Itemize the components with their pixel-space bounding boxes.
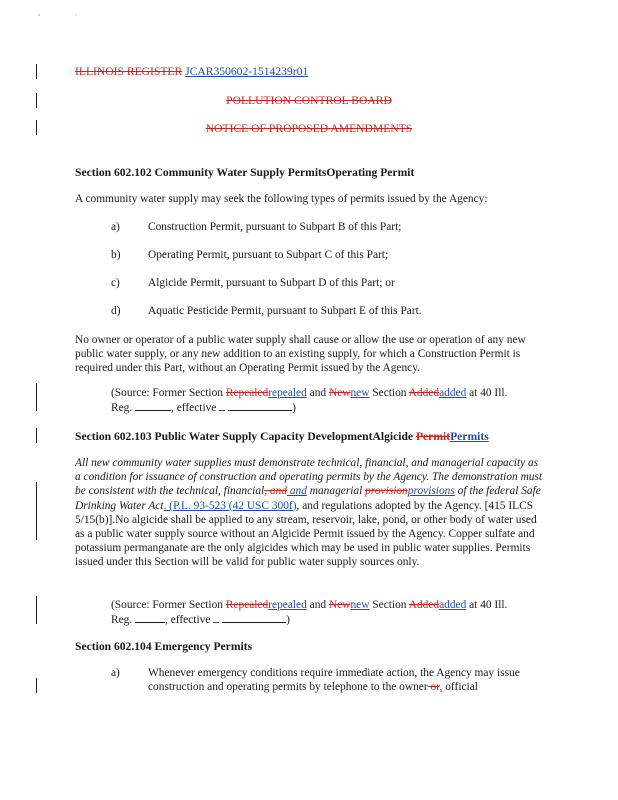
source-suffix: at 40 Ill.	[466, 387, 508, 399]
effective-blank-inserted	[213, 612, 219, 623]
source-section: Section	[369, 387, 409, 399]
body-text: No algicide shall be applied to any stream, reservoir, lake, pond, or other body of water used as a public water supply source without an Algicide Permit issued by the Agency. Copper sulfate and potassium permanganate are the only algicides which may be used in public water supplies. Permits issued under this Section will be valid for public water supply sources only.	[75, 513, 537, 569]
list-item-label: b)	[111, 249, 121, 261]
source-and: and	[306, 599, 329, 611]
list-item-label: c)	[111, 277, 120, 289]
section-602-103-heading	[75, 430, 489, 443]
section-602-103-body	[75, 456, 545, 570]
source-note-602-102	[111, 386, 551, 415]
body-text: , and regulations adopted by the Agency.	[296, 499, 482, 512]
deleted-text: New	[328, 599, 351, 611]
list-item-text: Operating Permit, pursuant to Subpart C of this Part;	[148, 249, 389, 261]
source-close: )	[292, 402, 296, 415]
body-text: official	[442, 681, 478, 694]
reg-blank	[135, 400, 171, 411]
body-text: Whenever emergency conditions require immediate action, the Agency may issue construction and operating permits by telephone to the owner	[148, 667, 520, 694]
deleted-text: provision	[365, 485, 408, 498]
deleted-text: Added	[408, 599, 440, 611]
list-item-label: a)	[111, 667, 120, 679]
deleted-text: or	[427, 681, 440, 694]
list-item-label: a)	[111, 221, 120, 233]
statute-text: managerial	[306, 485, 363, 498]
register-deleted: ILLINOIS REGISTER	[75, 65, 183, 78]
section-602-102-heading: Section 602.102 Community Water Supply PermitsOperating Permit	[75, 166, 415, 179]
effective-blank-inserted	[219, 400, 225, 411]
inserted-text: added	[439, 599, 467, 611]
effective-blank	[222, 612, 286, 623]
inserted-text: ,	[439, 681, 443, 694]
source-reg: Reg.	[111, 402, 136, 415]
board-deleted: POLLUTION CONTROL BOARD	[226, 94, 392, 107]
list-item-text	[148, 666, 543, 694]
list-item-text: Construction Permit, pursuant to Subpart B of this Part;	[148, 221, 402, 233]
inserted-text: repealed	[268, 387, 307, 399]
source-suffix: at 40 Ill.	[466, 599, 508, 611]
source-effective: , effective	[171, 402, 220, 415]
inserted-text: added	[439, 387, 467, 399]
deleted-text: New	[328, 387, 351, 399]
revision-bar	[36, 428, 37, 443]
revision-bar	[36, 596, 37, 624]
inserted-text: provisions	[407, 485, 455, 498]
revision-bar	[36, 678, 37, 693]
statute-text: of the federal Safe Drinking Water Act	[75, 485, 541, 512]
register-inserted: JCAR350602-1514239r01	[185, 65, 309, 78]
section-602-102-intro: A community water supply may seek the following types of permits issued by the Agency:	[75, 193, 488, 205]
statute-text: All new community water supplies must demonstrate technical, financial, and managerial capacity as a condition for issuance of construction and operating permits by the Agency. The demonstration must be consistent with the technical, financial	[75, 457, 543, 498]
inserted-text: (42 USC 300f)	[225, 499, 297, 512]
revision-bar	[36, 383, 37, 411]
heading-text: Section 602.103 Public Water Supply Capacity DevelopmentAlgicide	[75, 430, 416, 443]
source-effective: , effective	[165, 614, 214, 627]
inserted-text: new	[350, 599, 370, 611]
list-item-text: Aquatic Pesticide Permit, pursuant to Subpart E of this Part.	[148, 305, 422, 317]
section-602-104-heading: Section 602.104 Emergency Permits	[75, 640, 253, 653]
section-602-102-body: No owner or operator of a public water supply shall cause or allow the use or operation of any new public water supply, or any new addition to an existing supply, for which a Construction Permit is required under this Part, without an Operating Permit issued by the Agency.	[75, 334, 526, 375]
inserted-text: . (P.L. 93-523	[163, 499, 226, 512]
source-and: and	[306, 387, 329, 399]
deleted-text: Repealed	[225, 387, 269, 399]
reg-blank	[135, 612, 165, 623]
notice-line	[0, 122, 618, 135]
inserted-text: new	[350, 387, 370, 399]
source-prefix: (Source: Former Section	[111, 387, 226, 399]
corner-mark-right: ʼ	[75, 14, 77, 20]
list-item-label: d)	[111, 305, 121, 317]
inserted-text: Permits	[450, 430, 489, 443]
source-note-602-103	[111, 598, 551, 627]
source-reg: Reg.	[111, 614, 136, 627]
effective-blank	[228, 400, 292, 411]
deleted-text: Repealed	[225, 599, 269, 611]
citation: [415 ILCS 5/15(b)].	[75, 499, 534, 526]
source-prefix: (Source: Former Section	[111, 599, 226, 611]
deleted-text: Added	[408, 387, 440, 399]
revision-bar	[36, 482, 37, 540]
revision-bar	[36, 64, 37, 79]
deleted-text: Permit	[415, 430, 451, 443]
board-line	[0, 94, 618, 107]
inserted-text: repealed	[268, 599, 307, 611]
source-close: )	[286, 614, 290, 627]
notice-deleted: NOTICE OF PROPOSED AMENDMENTS	[205, 122, 413, 135]
register-line	[75, 65, 308, 78]
deleted-text: , and	[264, 485, 287, 498]
list-item-text: Algicide Permit, pursuant to Subpart D of this Part; or	[148, 277, 395, 289]
source-section: Section	[369, 599, 409, 611]
inserted-text: and	[286, 485, 307, 498]
corner-mark-left: °	[38, 14, 41, 20]
